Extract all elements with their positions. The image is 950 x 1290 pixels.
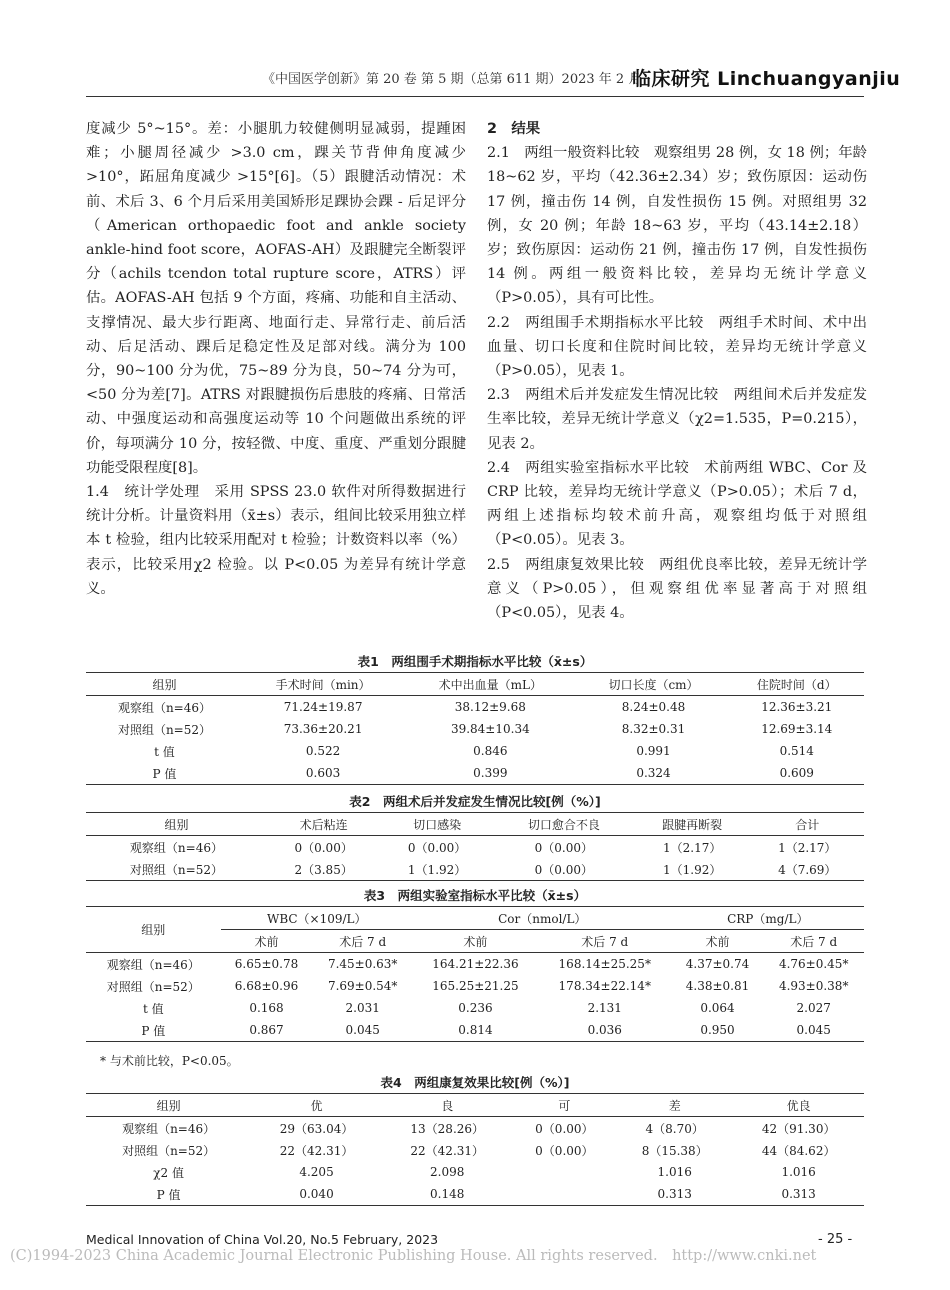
table-row [86,1117,864,1140]
table-cell: 8.32±0.31 [621,722,686,736]
table1-caption: 表1 两组围手术期指标水平比较（x̄±s） [357,654,593,669]
table-cell: 对照组（n=52） [122,1143,216,1158]
footer-journal: Medical Innovation of China Vol.20, No.5 February, 2023 [86,1232,439,1247]
paragraph: 1.4 统计学处理 采用 SPSS 23.0 软件对所得数据进行统计分析。计量资料用（x̄±s）表示，组间比较采用独立样本 t 检验，组内比较采用配对 t 检验；计数资料以率（%）表示，比较采用χ2 检验。以 P<0.05 为差异有统计学意义。 [86,484,466,597]
table-header: 组别 [86,907,221,953]
table-cell: 0.814 [413,1019,538,1042]
table-cell: 0（0.00） [535,1121,594,1136]
table3-caption: 表3 两组实验室指标水平比较（x̄±s） [363,888,587,903]
table-cell: 0.609 [730,762,864,785]
table-cell: 7.69±0.54* [327,979,398,993]
left-column [86,117,466,601]
table-cell: 44（84.62） [761,1143,836,1158]
table-cell: 29（63.04） [279,1121,354,1136]
paragraph: 度减少 5°~15°。差：小腿肌力较健侧明显减弱，提踵困难；小腿周径减少 >3.0 cm，踝关节背伸角度减少 >10°，跖屈角度减少 >15°[6]。（5）跟腱活动情况：术前、术后 3、6 个月后采用美国矫形足踝协会踝 - 后足评分（American orthopaedic foot and ankle society ankle-hind foot score，AOFAS-AH）及跟腱完全断裂评分（achils tcendon total rupture score，ATRS）评估。AOFAS-AH 包括 9 个方面，疼痛、功能和自主活动、支撑情况、最大步行距离、地面行走、异常行走、前后活动、后足活动、踝后足稳定性及足部对线。满分为 100 分，90~100 分为优，75~89 分为良，50~74 分为可，<50 分为差[7]。ATRS 对跟腱损伤后患肢的疼痛、日常活动、中强度运动和高强度运动等 10 个问题做出系统的评价，每项满分 10 分，按轻微、中度、重度、严重划分跟腱功能受限程度[8]。 [86,121,466,476]
table-cell: 0.399 [403,762,577,785]
table4-caption: 表4 两组康复效果比较[例（%）] [380,1075,570,1090]
table-cell: 0.148 [382,1183,513,1206]
table-cell: 0.045 [763,1019,864,1042]
table-cell: t 值 [142,1001,164,1016]
table-cell: 0.040 [251,1183,382,1206]
table-cell: 0.950 [672,1019,764,1042]
table-header: 术前 [221,930,313,953]
table-cell: 0（0.00） [534,840,593,855]
table-header: 切口长度（cm） [578,673,730,696]
table-row [86,858,864,881]
table-cell: 0.236 [458,1001,493,1015]
right-column [487,117,867,625]
table-cell: 4.37±0.74 [685,957,750,971]
table-cell: 1.016 [781,1165,816,1179]
table-cell: 12.36±3.21 [761,700,833,714]
table-header: 术前 [672,930,764,953]
table-row [86,1183,864,1206]
table-row [86,762,864,785]
table-cell: 6.68±0.96 [234,979,299,993]
table-cell: 0（0.00） [494,858,634,881]
table-cell: 观察组（n=46） [106,957,200,972]
table-header: WBC（×109/L） [221,907,413,930]
table-cell: 2.027 [796,1001,831,1015]
table-cell: 0.313 [733,1183,864,1206]
table-cell: P 值 [86,1019,221,1042]
table-cell: 13（28.26） [410,1121,485,1136]
table-header: 合计 [751,813,865,836]
table-header: 术中出血量（mL） [403,673,577,696]
table-cell: 2.031 [345,1001,380,1015]
table1 [86,672,864,785]
table-cell: P 值 [86,762,243,785]
table-cell: 7.45±0.63* [327,957,398,971]
table-cell: 0.603 [243,762,403,785]
header-rule [86,96,864,97]
table-header: 组别 [86,1094,251,1117]
table-header: Cor（nmol/L） [413,907,672,930]
paragraph: 2.4 两组实验室指标水平比较 术前两组 WBC、Cor 及 CRP 比较，差异均无统计学意义（P>0.05）；术后 7 d，两组上述指标均较术前升高，观察组均低于对照组（P<0.05）。见表 3。 [487,459,867,549]
table-cell: 12.69±3.14 [761,722,833,736]
table-header: 优良 [733,1094,864,1117]
table-cell: 4.38±0.81 [685,979,750,993]
table-cell [513,1161,617,1183]
table-cell: 0.324 [578,762,730,785]
table-header: 手术时间（min） [243,673,403,696]
table-header: 组别 [86,673,243,696]
paragraph: 2.1 两组一般资料比较 观察组男 28 例，女 18 例；年龄 18~62 岁，平均（42.36±2.34）岁；致伤原因：运动伤 17 例，撞击伤 14 例，自发性损伤 15 例。对照组男 32 例，女 20 例；年龄 18~63 岁，平均（43.14±2.18）岁；致伤原因：运动伤 21 例，撞击伤 17 例，自发性损伤 14 例。两组一般资料比较，差异均无统计学意义（P>0.05），具有可比性。 [487,145,868,307]
table2-caption: 表2 两组术后并发症发生情况比较[例（%）] [349,794,601,809]
table-header: 术前 [413,930,538,953]
table-row [86,1161,864,1183]
table-cell: 1（1.92） [634,858,751,881]
table2 [86,812,864,881]
table-cell: 165.25±21.25 [432,979,519,993]
table-cell: 6.65±0.78 [234,957,299,971]
table-cell: 对照组（n=52） [86,858,267,881]
table-cell: 38.12±9.68 [454,700,526,714]
table-cell: 1.016 [657,1165,692,1179]
table-cell: 4.76±0.45* [778,957,849,971]
table-header: 差 [616,1094,733,1117]
table-cell [513,1183,617,1206]
table-cell: 0（0.00） [407,840,467,855]
paragraph: 2.3 两组术后并发症发生情况比较 两组间术后并发症发生率比较，差异无统计学意义（χ2=1.535，P=0.215），见表 2。 [487,387,867,452]
table-cell: 0.867 [221,1019,313,1042]
table-cell: 164.21±22.36 [432,957,519,971]
table-header: 术后粘连 [267,813,380,836]
table-header: 组别 [86,813,267,836]
table-cell: 8（15.38） [641,1143,708,1158]
table-cell: 4.93±0.38* [778,979,849,993]
table-header: 住院时间（d） [730,673,864,696]
table-cell: 4（7.69） [751,858,865,881]
table-cell: 观察组（n=46） [122,1121,216,1136]
table-cell: 39.84±10.34 [450,722,530,736]
table-row [86,1019,864,1042]
table-cell: 0.846 [473,744,508,758]
table-cell: 1（2.17） [778,840,837,855]
table-header: 切口感染 [380,813,493,836]
table-header: 良 [382,1094,513,1117]
table-cell: 22（42.31） [410,1143,485,1158]
table-row [86,718,864,740]
table-header: 术后 7 d [538,930,672,953]
table-cell: 4.205 [299,1165,334,1179]
table-cell: 168.14±25.25* [558,957,651,971]
table-cell: P 值 [86,1183,251,1206]
table-cell: 对照组（n=52） [117,722,212,737]
table-cell: 4（8.70） [645,1121,704,1136]
table-cell: 观察组（n=46） [117,700,212,715]
table-cell: 对照组（n=52） [106,979,200,994]
table-row [86,836,864,859]
table-cell: 42（91.30） [761,1121,836,1136]
table-cell: 1（1.92） [380,858,493,881]
table-cell: 71.24±19.87 [283,700,363,714]
page-number: - 25 - [818,1232,853,1247]
paragraph: 2.2 两组围手术期指标水平比较 两组手术时间、术中出血量、切口长度和住院时间比较，差异均无统计学意义（P>0.05），见表 1。 [487,314,867,380]
journal-header: 《中国医学创新》第 20 卷 第 5 期（总第 611 期）2023 年 2 月 [262,72,642,87]
copyright-watermark: (C)1994-2023 China Academic Journal Electronic Publishing House. All rights reserved. http://www.cnki.net [10,1248,817,1264]
table-cell: 0.313 [616,1183,733,1206]
table-cell: 0.168 [249,1001,284,1015]
table4 [86,1093,864,1206]
table-header: 跟腱再断裂 [634,813,751,836]
table-cell: 2.098 [430,1165,465,1179]
table-cell: 0.064 [700,1001,735,1015]
table-row [86,1139,864,1161]
table-cell: t 值 [154,744,175,759]
section-header: 临床研究 Linchuangyanjiu [632,68,901,90]
table-header: 可 [513,1094,617,1117]
table-cell: 22（42.31） [279,1143,354,1158]
table-row [86,953,864,976]
table-cell: 0.045 [312,1019,413,1042]
table-cell: 0.991 [636,744,671,758]
table-cell: 观察组（n=46） [129,840,223,855]
table-cell: 0.036 [538,1019,672,1042]
table-header: 术后 7 d [312,930,413,953]
table-row [86,975,864,997]
table3-note: * 与术前比较，P<0.05。 [100,1054,239,1068]
table-cell: 0.522 [305,744,341,758]
table-header: CRP（mg/L） [672,907,864,930]
table-cell: 2（3.85） [267,858,380,881]
table-header: 切口愈合不良 [494,813,634,836]
table3 [86,906,864,1042]
table-cell: 73.36±20.21 [283,722,363,736]
table-row [86,740,864,762]
table-cell: 2.131 [587,1001,622,1015]
table-header: 术后 7 d [763,930,864,953]
paragraph: 2.5 两组康复效果比较 两组优良率比较，差异无统计学意义（P>0.05），但观察组优率显著高于对照组（P<0.05），见表 4。 [487,556,867,622]
section-heading: 2 结果 [487,121,541,137]
table-cell: 0（0.00） [535,1143,594,1158]
table-row [86,997,864,1019]
table-cell: 8.24±0.48 [621,700,686,714]
table-cell: χ2 值 [153,1165,184,1180]
table-header: 优 [251,1094,382,1117]
table-cell: 1（2.17） [662,840,722,855]
table-cell: 0.514 [779,744,814,758]
table-row [86,696,864,719]
table-cell: 0（0.00） [294,840,353,855]
table-cell: 178.34±22.14* [558,979,651,993]
